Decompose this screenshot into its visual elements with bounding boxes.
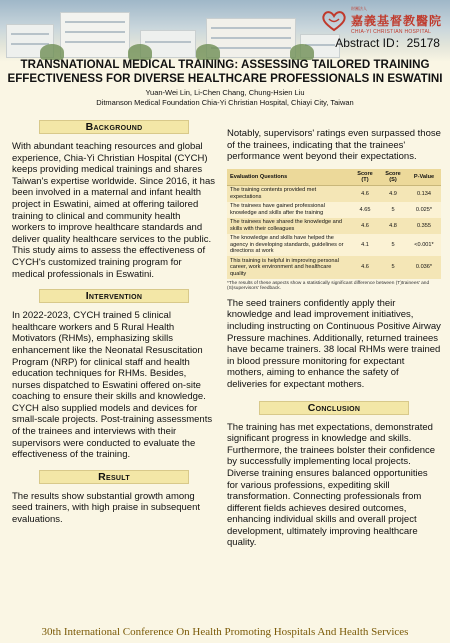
table-cell-question: The trainees have shared the knowledge and skills with their colleagues xyxy=(227,218,351,234)
title-line-1: TRANSNATIONAL MEDICAL TRAINING: ASSESSING TAILORED TRAINING xyxy=(20,58,430,71)
title-line-2: EFFECTIVENESS FOR DIVERSE HEALTHCARE PROFESSIONALS IN ESWATINI xyxy=(7,72,443,85)
table-row xyxy=(227,218,441,234)
table-row xyxy=(227,202,441,218)
section-heading-intervention: Intervention xyxy=(39,289,189,303)
table-header-cell: Score (T) xyxy=(351,169,379,186)
heart-logo-icon xyxy=(321,10,347,32)
table-cell-p-value: 0.134 xyxy=(407,185,441,202)
section-heading-result: Result xyxy=(39,470,189,484)
table-cell-p-value: 0.025* xyxy=(407,202,441,218)
poster-title xyxy=(0,58,450,86)
table-header-cell: Evaluation Questions xyxy=(227,169,351,186)
table-header-cell: Score (S) xyxy=(379,169,407,186)
logo-small-text: 財團法人 xyxy=(350,6,367,11)
table-cell-question: The trainees have gained professional knowledge and skills after the training xyxy=(227,202,351,218)
logo-chinese-name: 嘉義基督教醫院 xyxy=(350,14,442,28)
table-footnote: *The results of these aspects show a statistically significant difference between (T)trainees' and (S)supervisors' feedback. xyxy=(227,280,430,292)
table-header-cell: P-Value xyxy=(407,169,441,186)
table-cell-score-s: 5 xyxy=(379,256,407,278)
table-cell-question: The training contents provided met expectations xyxy=(227,185,351,202)
table-row xyxy=(227,185,441,202)
table-cell-score-t: 4.1 xyxy=(351,234,379,256)
building-image xyxy=(60,12,130,58)
result-text-after-table: The seed trainers confidently apply their knowledge and lead improvement initiatives, including instructing on Continuous Positive Airway Pressure machines. Additionally, returned trainees have became trainers. 38 local RHMs were trained in blood pressure monitoring for expectant mothers, aiming to enhance the safety of deliveries for expectant mothers. xyxy=(227,297,441,390)
table-cell-score-t: 4.65 xyxy=(351,202,379,218)
table-cell-question: This training is helpful in improving personal career, work environment and healthcare quality xyxy=(227,256,351,278)
table-cell-score-t: 4.6 xyxy=(351,256,379,278)
table-cell-question: The knowledge and skills have helped the agency in developing standards, guidelines or directions at work xyxy=(227,234,351,256)
author-block xyxy=(0,88,450,108)
background-text: With abundant teaching resources and global experience, Chia-Yi Christian Hospital (CYCH) keeps providing medical trainings and shares Taiwan's expertise worldwide. Since 2016, it has been involved in a maternal and infant health project in Eswatini, aimed at offering tailored training to clinical and community health workers to improve healthcare standards and deliver quality healthcare services to the public. This study aims to assess the effectiveness of CYCH's customized training program for medical professionals in Eswatini. xyxy=(12,141,216,280)
table-cell-score-t: 4.6 xyxy=(351,185,379,202)
affiliation: Ditmanson Medical Foundation Chia-Yi Christian Hospital, Chiayi City, Taiwan xyxy=(96,98,354,107)
table-cell-score-s: 5 xyxy=(379,234,407,256)
result-text-start: The results show substantial growth among seed trainers, with high praise in subsequent evaluations. xyxy=(12,490,201,526)
table-cell-score-s: 5 xyxy=(379,202,407,218)
abstract-id: Abstract ID：25178 xyxy=(335,36,440,50)
left-column xyxy=(12,120,216,526)
hospital-logo xyxy=(321,6,442,35)
table-cell-p-value: <0.001* xyxy=(407,234,441,256)
table-cell-score-s: 4.9 xyxy=(379,185,407,202)
section-heading-background: Background xyxy=(39,120,189,134)
table-row xyxy=(227,234,441,256)
conclusion-text: The training has met expectations, demonstrated significant progress in knowledge and skills. Furthermore, the trainees bolster their confidence by successfully implementing local projects. Diverse training ensures balanced opportunities for various professions, expediting skill transformation. Connecting professionals from different fields achieves desired outcomes, enhancing individual skills and overall project development, ultimately improving healthcare quality. xyxy=(227,421,436,549)
conference-footer: 30th International Conference On Health Promoting Hospitals And Health Services xyxy=(41,626,409,638)
table-cell-p-value: 0.355 xyxy=(407,218,441,234)
evaluation-table xyxy=(227,169,441,279)
section-heading-conclusion: Conclusion xyxy=(259,401,409,415)
intervention-text: In 2022-2023, CYCH trained 5 clinical healthcare workers and 5 Rural Health Motivators (RHMs), emphasizing skills enhancement like the Neonatal Resuscitation Program (NRP) for clinical staff and health education techniques for RHMs. Besides, nurses dispatched to Eswatini offered on-site coaching to ensure their skills and knowledge. CYCH also supplied models and devices for small-scale projects. Post-training assessments of the trainees and interviews with their supervisors were conducted to evaluate the effectiveness of the training. xyxy=(12,310,213,461)
table-row xyxy=(227,256,441,278)
table-header-row xyxy=(227,169,441,186)
result-text-continued: Notably, supervisors' ratings even surpassed those of the trainees, indicating that the trainees' performance went beyond their expectations. xyxy=(227,128,441,163)
table-cell-score-s: 4.8 xyxy=(379,218,407,234)
table-cell-score-t: 4.6 xyxy=(351,218,379,234)
right-column xyxy=(227,128,441,549)
logo-english-name: CHIA-YI CHRISTIAN HOSPITAL xyxy=(350,29,432,35)
authors: Yuan-Wei Lin, Li-Chen Chang, Chung-Hsien Liu xyxy=(145,88,305,97)
table-cell-p-value: 0.036* xyxy=(407,256,441,278)
